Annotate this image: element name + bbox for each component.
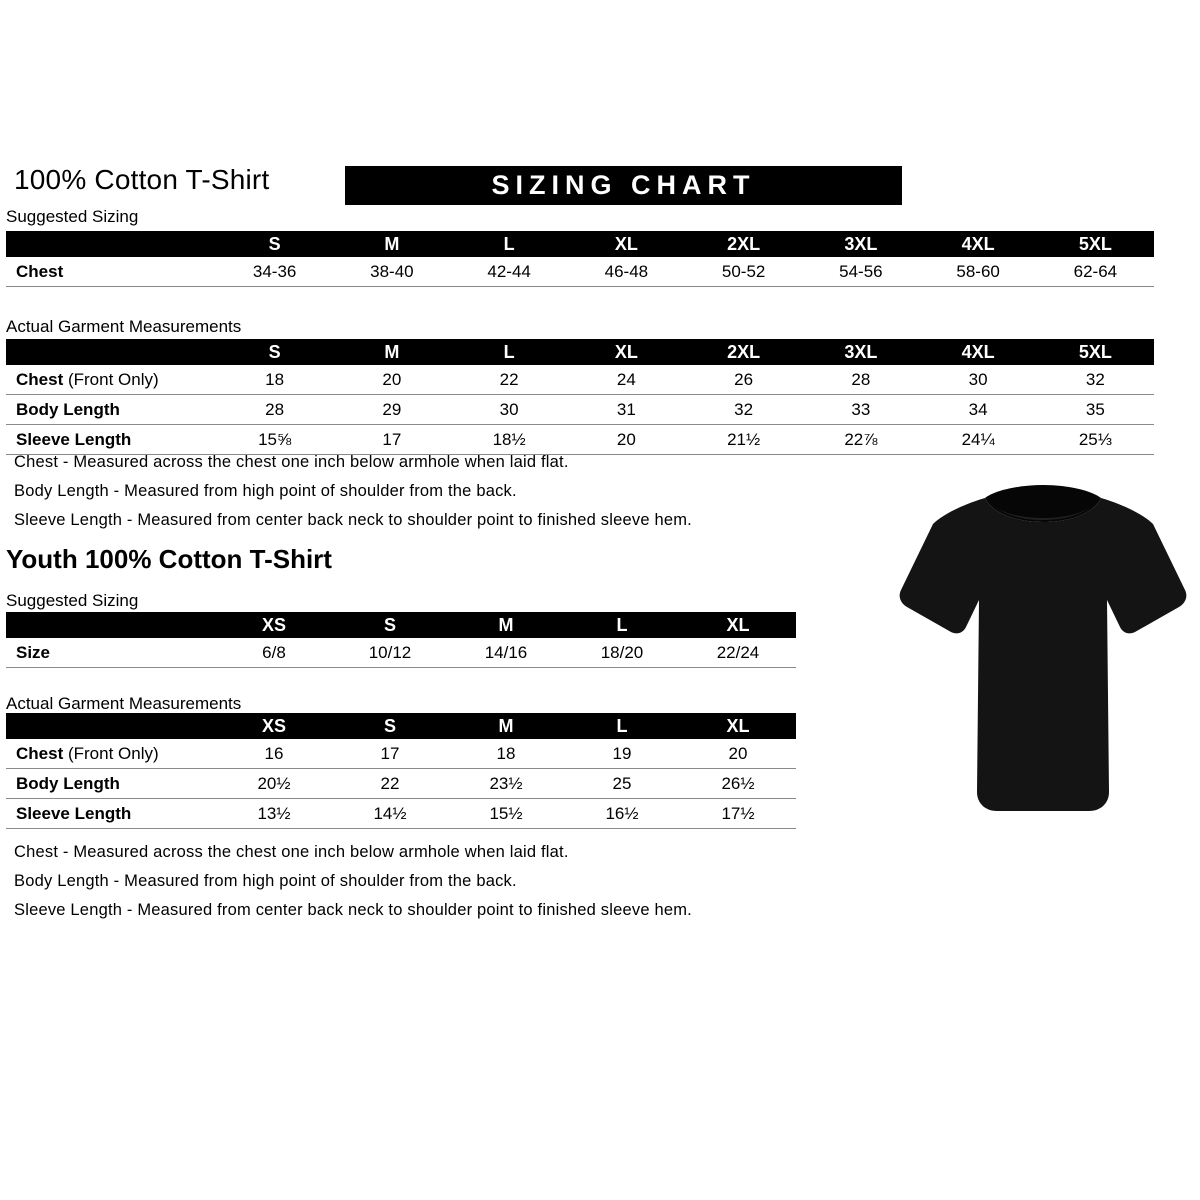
- size-cell: 24: [568, 365, 685, 395]
- size-cell: 26½: [680, 769, 796, 799]
- row-label: Chest (Front Only): [6, 365, 216, 395]
- size-cell: 20: [568, 425, 685, 455]
- size-cell: 22/24: [680, 638, 796, 668]
- size-cell: 14/16: [448, 638, 564, 668]
- black-tshirt-image: [893, 468, 1193, 836]
- size-cell: 46-48: [568, 257, 685, 287]
- youth-title: Youth 100% Cotton T-Shirt: [6, 544, 332, 574]
- table-row: [6, 257, 1154, 287]
- size-column-header: S: [332, 713, 448, 739]
- size-cell: 30: [920, 365, 1037, 395]
- note-body-length: Body Length - Measured from high point of shoulder from the back.: [14, 482, 517, 500]
- size-cell: 18½: [451, 425, 568, 455]
- header-row: [6, 231, 1154, 257]
- row-label-header: [6, 713, 216, 739]
- size-column-header: 4XL: [920, 339, 1037, 365]
- size-cell: 29: [333, 395, 450, 425]
- header-row: [6, 339, 1154, 365]
- adult-actual-table: [6, 339, 1154, 455]
- size-column-header: 2XL: [685, 231, 802, 257]
- tshirt-icon: [893, 468, 1193, 836]
- size-column-header: L: [564, 713, 680, 739]
- size-column-header: M: [333, 339, 450, 365]
- table-row: [6, 799, 796, 829]
- size-cell: 42-44: [451, 257, 568, 287]
- size-cell: 25⅓: [1037, 425, 1154, 455]
- size-cell: 18: [448, 739, 564, 769]
- row-label: Body Length: [6, 395, 216, 425]
- size-cell: 17: [333, 425, 450, 455]
- size-cell: 18/20: [564, 638, 680, 668]
- size-cell: 50-52: [685, 257, 802, 287]
- size-cell: 15½: [448, 799, 564, 829]
- size-cell: 19: [564, 739, 680, 769]
- size-cell: 58-60: [920, 257, 1037, 287]
- size-column-header: M: [448, 612, 564, 638]
- youth-actual-measurements-label: Actual Garment Measurements: [6, 694, 242, 713]
- size-column-header: XL: [568, 339, 685, 365]
- size-column-header: S: [216, 231, 333, 257]
- adult-suggested-table: [6, 231, 1154, 287]
- adult-measurement-notes: [14, 453, 692, 540]
- size-cell: 16½: [564, 799, 680, 829]
- note-chest: Chest - Measured across the chest one inch below armhole when laid flat.: [14, 453, 569, 471]
- size-column-header: XS: [216, 612, 332, 638]
- youth-suggested-table: [6, 612, 796, 668]
- size-cell: 35: [1037, 395, 1154, 425]
- size-cell: 13½: [216, 799, 332, 829]
- youth-suggested-sizing-label: Suggested Sizing: [6, 591, 139, 610]
- size-column-header: M: [333, 231, 450, 257]
- table-row: [6, 365, 1154, 395]
- size-cell: 22⅞: [802, 425, 919, 455]
- size-cell: 17: [332, 739, 448, 769]
- row-label: Body Length: [6, 769, 216, 799]
- table-row: [6, 395, 1154, 425]
- size-column-header: L: [451, 339, 568, 365]
- size-cell: 10/12: [332, 638, 448, 668]
- size-column-header: 2XL: [685, 339, 802, 365]
- size-column-header: 5XL: [1037, 339, 1154, 365]
- adult-suggested-sizing-label: Suggested Sizing: [6, 207, 139, 226]
- size-column-header: XL: [680, 612, 796, 638]
- row-label: Sleeve Length: [6, 799, 216, 829]
- table-row: [6, 638, 796, 668]
- row-label: Chest: [6, 257, 216, 287]
- size-cell: 6/8: [216, 638, 332, 668]
- size-column-header: 3XL: [802, 231, 919, 257]
- adult-actual-measurements-label: Actual Garment Measurements: [6, 317, 242, 336]
- size-cell: 20: [680, 739, 796, 769]
- table-row: [6, 739, 796, 769]
- size-cell: 17½: [680, 799, 796, 829]
- size-column-header: XL: [568, 231, 685, 257]
- header-row: [6, 713, 796, 739]
- adult-title: 100% Cotton T-Shirt: [14, 164, 270, 195]
- row-label: Chest (Front Only): [6, 739, 216, 769]
- size-column-header: L: [451, 231, 568, 257]
- size-column-header: XS: [216, 713, 332, 739]
- size-cell: 18: [216, 365, 333, 395]
- size-cell: 20½: [216, 769, 332, 799]
- size-cell: 28: [802, 365, 919, 395]
- table-row: [6, 769, 796, 799]
- sizing-chart-banner: SIZING CHART: [345, 166, 902, 205]
- size-cell: 33: [802, 395, 919, 425]
- size-cell: 21½: [685, 425, 802, 455]
- size-cell: 15⅝: [216, 425, 333, 455]
- size-column-header: 3XL: [802, 339, 919, 365]
- size-cell: 30: [451, 395, 568, 425]
- size-cell: 26: [685, 365, 802, 395]
- header-row: [6, 612, 796, 638]
- size-cell: 38-40: [333, 257, 450, 287]
- size-cell: 22: [451, 365, 568, 395]
- size-cell: 14½: [332, 799, 448, 829]
- size-cell: 25: [564, 769, 680, 799]
- size-cell: 34: [920, 395, 1037, 425]
- note-sleeve-length: Sleeve Length - Measured from center back neck to shoulder point to finished sleeve hem.: [14, 511, 692, 529]
- row-label-header: [6, 231, 216, 257]
- size-cell: 20: [333, 365, 450, 395]
- row-label-header: [6, 612, 216, 638]
- size-cell: 28: [216, 395, 333, 425]
- youth-actual-table: [6, 713, 796, 829]
- size-cell: 16: [216, 739, 332, 769]
- note-sleeve-length: Sleeve Length - Measured from center back neck to shoulder point to finished sleeve hem.: [14, 901, 692, 919]
- size-cell: 31: [568, 395, 685, 425]
- size-cell: 54-56: [802, 257, 919, 287]
- size-column-header: XL: [680, 713, 796, 739]
- youth-measurement-notes: [14, 843, 692, 930]
- size-cell: 24¼: [920, 425, 1037, 455]
- size-cell: 34-36: [216, 257, 333, 287]
- size-cell: 32: [685, 395, 802, 425]
- size-column-header: S: [216, 339, 333, 365]
- row-label: Size: [6, 638, 216, 668]
- row-label-header: [6, 339, 216, 365]
- table-row: [6, 425, 1154, 455]
- size-cell: 32: [1037, 365, 1154, 395]
- size-column-header: 5XL: [1037, 231, 1154, 257]
- size-cell: 22: [332, 769, 448, 799]
- size-column-header: M: [448, 713, 564, 739]
- note-body-length: Body Length - Measured from high point of shoulder from the back.: [14, 872, 517, 890]
- row-label: Sleeve Length: [6, 425, 216, 455]
- note-chest: Chest - Measured across the chest one inch below armhole when laid flat.: [14, 843, 569, 861]
- size-column-header: S: [332, 612, 448, 638]
- size-column-header: L: [564, 612, 680, 638]
- size-column-header: 4XL: [920, 231, 1037, 257]
- size-cell: 23½: [448, 769, 564, 799]
- size-cell: 62-64: [1037, 257, 1154, 287]
